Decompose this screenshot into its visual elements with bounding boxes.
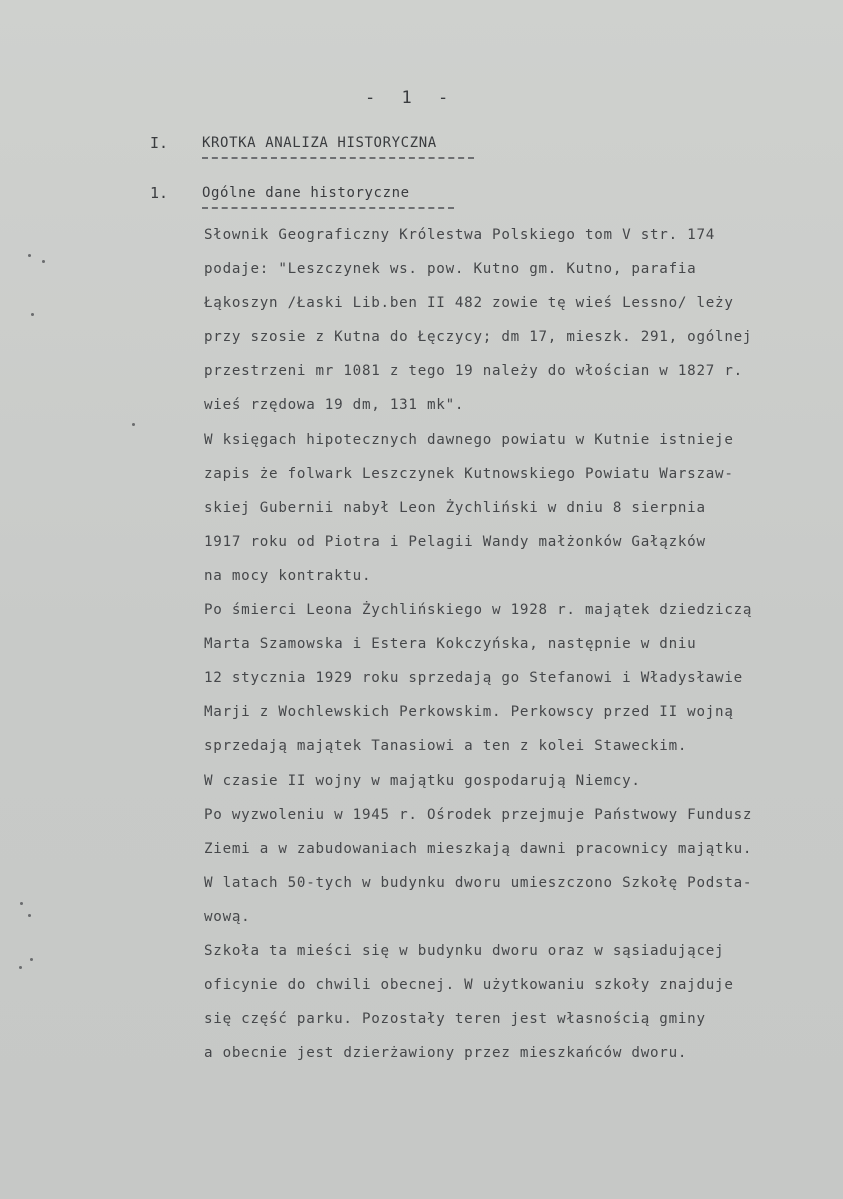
body-text (204, 223, 829, 1075)
section-title-underline (202, 157, 474, 159)
text-line: oficynie do chwili obecnej. W użytkowaniu szkoły znajduje (204, 977, 734, 994)
text-line: Szkoła ta mieści się w budynku dworu oraz w sąsiadującej (204, 942, 725, 959)
text-line: Łąkoszyn /Łaski Lib.ben II 482 zowie tę wieś Lessno/ leży (204, 295, 734, 312)
scan-speck (30, 958, 33, 961)
subsection-number: 1. (150, 184, 169, 202)
text-line: Po wyzwoleniu w 1945 r. Ośrodek przejmuje Państwowy Fundusz (204, 806, 753, 823)
section-title: KROTKA ANALIZA HISTORYCZNA (202, 135, 437, 151)
scan-speck (132, 423, 135, 426)
scan-speck (19, 966, 22, 969)
text-line: przestrzeni mr 1081 z tego 19 należy do włościan w 1827 r. (204, 363, 743, 380)
text-line: podaje: "Leszczynek ws. pow. Kutno gm. Kutno, parafia (204, 261, 697, 278)
page-number: - 1 - (365, 88, 457, 108)
text-line: Po śmierci Leona Żychlińskiego w 1928 r. majątek dziedziczą (204, 602, 753, 619)
text-line: 1917 roku od Piotra i Pelagii Wandy małżonków Gałązków (204, 533, 706, 550)
text-line: W latach 50-tych w budynku dworu umieszczono Szkołę Podsta- (204, 874, 753, 891)
scan-speck (28, 914, 31, 917)
text-line: W czasie II wojny w majątku gospodarują Niemcy. (204, 772, 641, 789)
text-line: skiej Gubernii nabył Leon Żychliński w dniu 8 sierpnia (204, 499, 706, 516)
text-line: wową. (204, 908, 251, 925)
text-line: wieś rzędowa 19 dm, 131 mk". (204, 397, 465, 414)
text-line: Słownik Geograficzny Królestwa Polskiego tom V str. 174 (204, 227, 716, 243)
scan-speck (20, 902, 23, 905)
text-line: na mocy kontraktu. (204, 567, 372, 584)
subsection-title: Ogólne dane historyczne (202, 185, 410, 201)
section-number: I. (150, 134, 169, 152)
text-line: sprzedają majątek Tanasiowi a ten z kolei Staweckim. (204, 738, 688, 755)
text-line: przy szosie z Kutna do Łęczycy; dm 17, mieszk. 291, ogólnej (204, 329, 753, 346)
text-line: 12 stycznia 1929 roku sprzedają go Stefanowi i Władysławie (204, 670, 743, 687)
text-line: Marta Szamowska i Estera Kokczyńska, następnie w dniu (204, 636, 697, 653)
text-line: W księgach hipotecznych dawnego powiatu w Kutnie istnieje (204, 431, 734, 448)
text-line: Marji z Wochlewskich Perkowskim. Perkowscy przed II wojną (204, 704, 734, 721)
scan-speck (42, 260, 45, 263)
scan-speck (31, 313, 34, 316)
text-line: a obecnie jest dzierżawiony przez mieszkańców dworu. (204, 1045, 688, 1062)
text-line: się część parku. Pozostały teren jest własnością gminy (204, 1011, 706, 1028)
text-line: zapis że folwark Leszczynek Kutnowskiego Powiatu Warszaw- (204, 465, 734, 482)
scan-speck (28, 254, 31, 257)
text-line: Ziemi a w zabudowaniach mieszkają dawni pracownicy majątku. (204, 840, 753, 857)
subsection-title-underline (202, 207, 454, 209)
